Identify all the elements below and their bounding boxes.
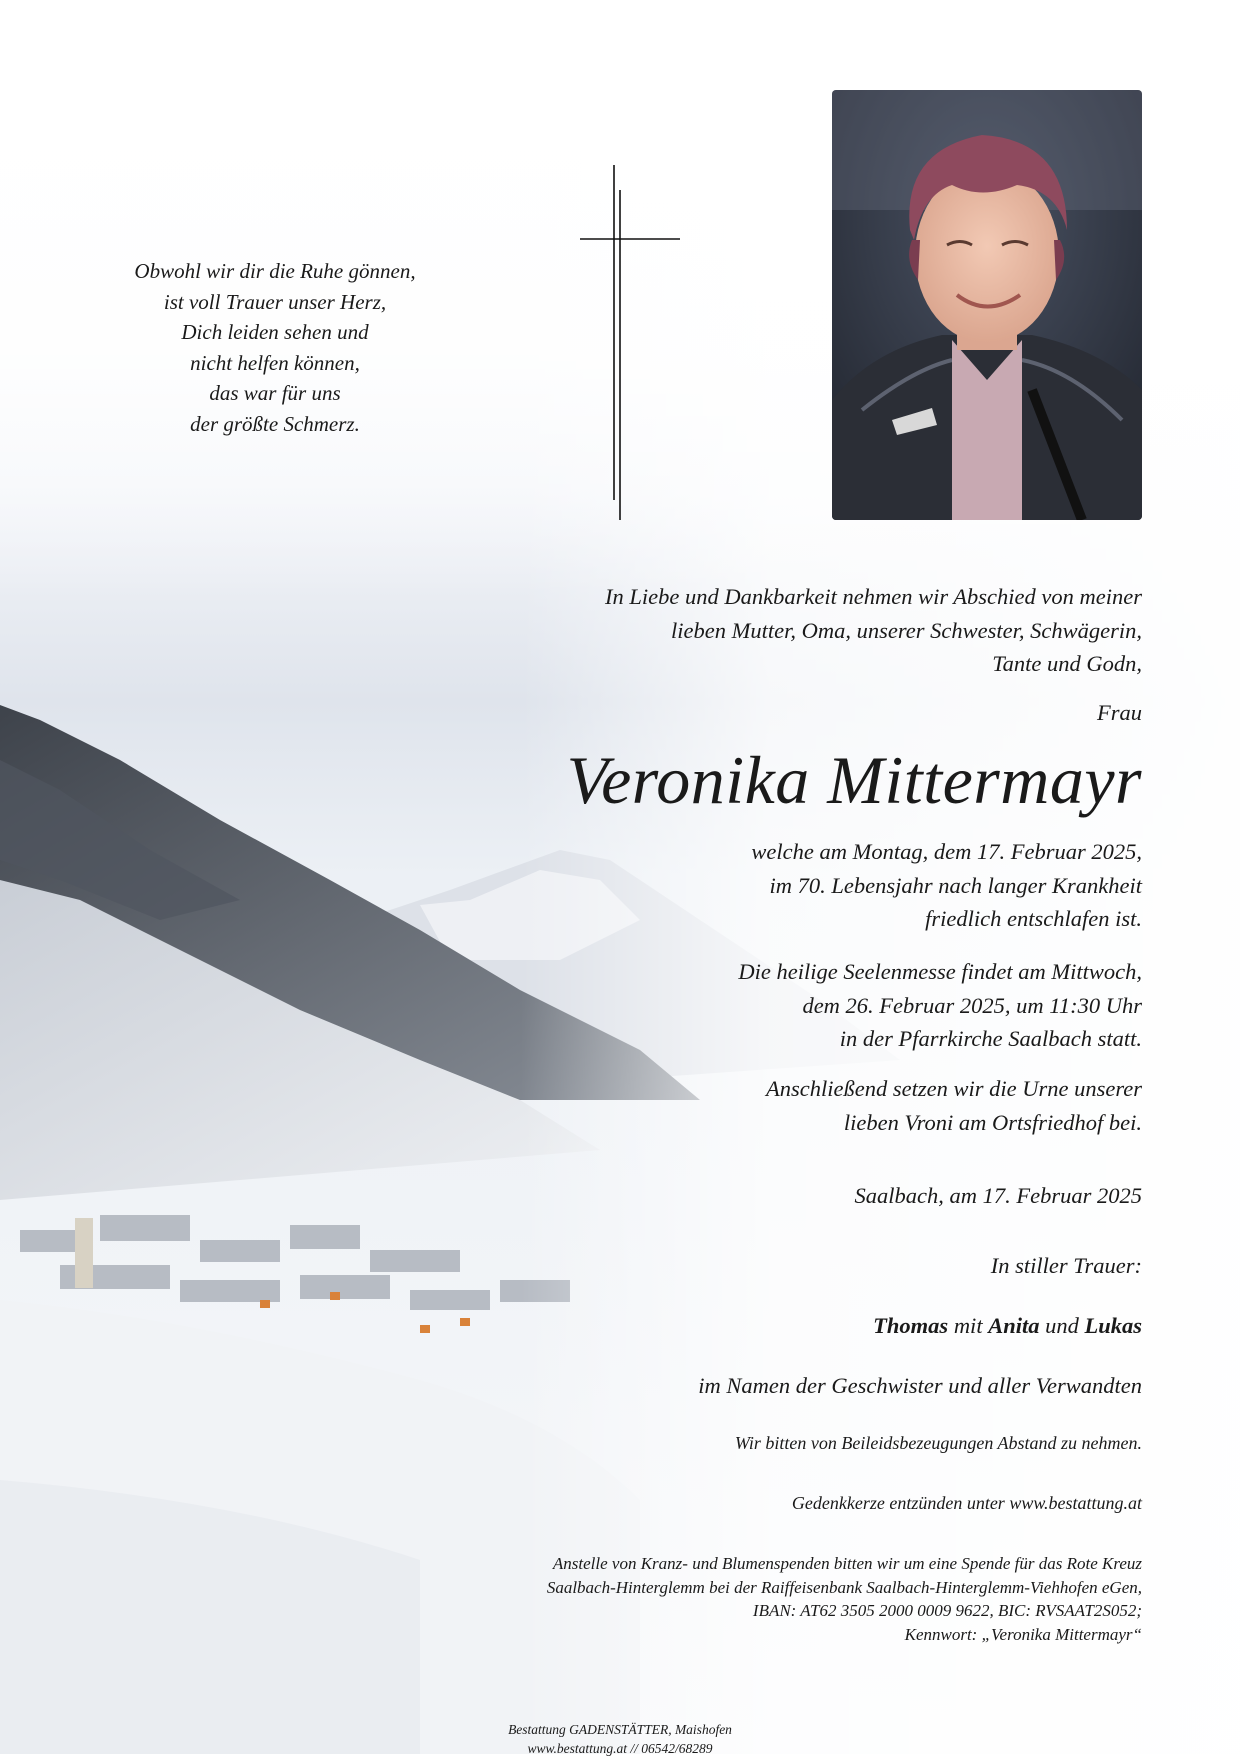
- condolence-note: Wir bitten von Beileidsbezeugungen Abstand zu nehmen.: [735, 1433, 1142, 1454]
- requiem-mass-info: [738, 955, 1142, 1056]
- mourning-heading: In stiller Trauer:: [991, 1253, 1142, 1279]
- cross-icon: [580, 165, 710, 520]
- death-notice: [751, 835, 1142, 936]
- deceased-name: Veronika Mittermayr: [567, 740, 1142, 820]
- urn-burial-info: [766, 1072, 1142, 1139]
- intro-line: Tante und Godn,: [605, 647, 1142, 681]
- death-notice-line: im 70. Lebensjahr nach langer Krankheit: [751, 869, 1142, 903]
- intro-line: lieben Mutter, Oma, unserer Schwester, Schwägerin,: [605, 614, 1142, 648]
- urn-line: lieben Vroni am Ortsfriedhof bei.: [766, 1106, 1142, 1140]
- farewell-intro: [605, 580, 1142, 681]
- family-mourners: [873, 1313, 1142, 1339]
- portrait-photo: [832, 90, 1142, 520]
- donation-line: Anstelle von Kranz- und Blumenspenden bitten wir um eine Spende für das Rote Kreuz: [547, 1552, 1142, 1576]
- donation-line: IBAN: AT62 3505 2000 0009 9622, BIC: RVSAAT2S052;: [547, 1599, 1142, 1623]
- mass-line: dem 26. Februar 2025, um 11:30 Uhr: [738, 989, 1142, 1023]
- donation-request: [547, 1552, 1142, 1646]
- poem-line: das war für uns: [60, 378, 490, 409]
- place-and-date: Saalbach, am 17. Februar 2025: [855, 1183, 1142, 1209]
- mourner-name: Anita: [988, 1313, 1039, 1338]
- poem-line: Dich leiden sehen und: [60, 317, 490, 348]
- conjunction: und: [1045, 1313, 1079, 1338]
- memorial-poem: [60, 256, 490, 439]
- donation-line: Saalbach-Hinterglemm bei der Raiffeisenbank Saalbach-Hinterglemm-Viehhofen eGen,: [547, 1576, 1142, 1600]
- footer-line: www.bestattung.at // 06542/68289: [420, 1740, 820, 1758]
- memorial-candle-note: Gedenkkerze entzünden unter www.bestattung.at: [792, 1493, 1142, 1514]
- death-notice-line: friedlich entschlafen ist.: [751, 902, 1142, 936]
- mass-line: in der Pfarrkirche Saalbach statt.: [738, 1022, 1142, 1056]
- poem-line: Obwohl wir dir die Ruhe gönnen,: [60, 256, 490, 287]
- intro-line: In Liebe und Dankbarkeit nehmen wir Abschied von meiner: [605, 580, 1142, 614]
- mourner-name: Lukas: [1084, 1313, 1142, 1338]
- footer-line: Bestattung GADENSTÄTTER, Maishofen: [420, 1721, 820, 1740]
- poem-line: der größte Schmerz.: [60, 409, 490, 440]
- conjunction: mit: [954, 1313, 983, 1338]
- donation-line: Kennwort: „Veronika Mittermayr“: [547, 1623, 1142, 1647]
- death-notice-line: welche am Montag, dem 17. Februar 2025,: [751, 835, 1142, 869]
- salutation: Frau: [1097, 700, 1142, 726]
- funeral-home-footer: [420, 1721, 820, 1758]
- mass-line: Die heilige Seelenmesse findet am Mittwoch,: [738, 955, 1142, 989]
- poem-line: ist voll Trauer unser Herz,: [60, 287, 490, 318]
- relatives-line: im Namen der Geschwister und aller Verwandten: [698, 1373, 1142, 1399]
- urn-line: Anschließend setzen wir die Urne unserer: [766, 1072, 1142, 1106]
- mourner-name: Thomas: [873, 1313, 948, 1338]
- poem-line: nicht helfen können,: [60, 348, 490, 379]
